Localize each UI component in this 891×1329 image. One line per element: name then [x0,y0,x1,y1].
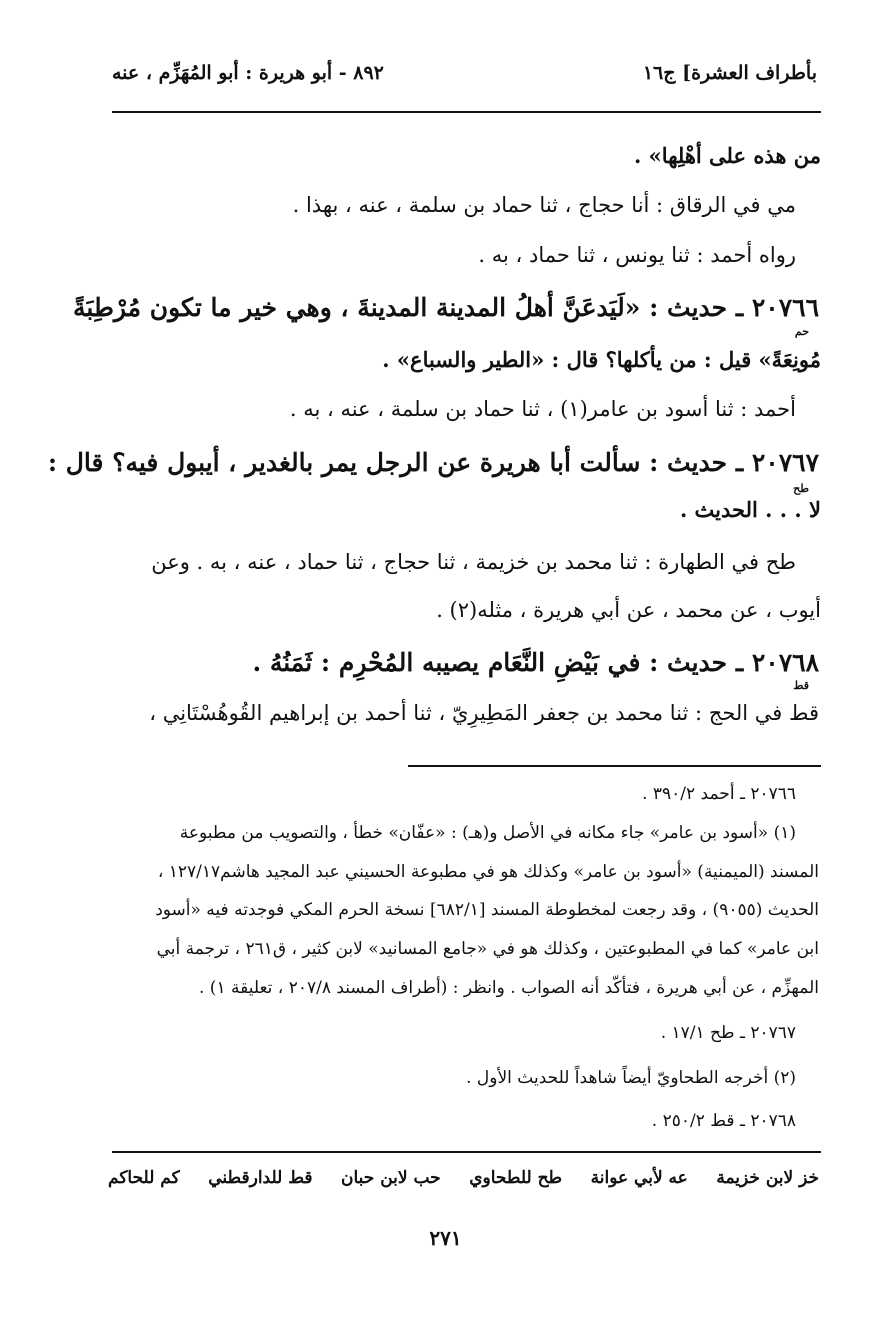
body-line: مُونِعَةً» قيل : من يأكلها؟ قال : «الطير والسباع» . [382,347,821,372]
body-line: مي في الرقاق : أنا حجاج ، ثنا حماد بن سلمة ، عنه ، بهذا . [292,193,796,217]
abbreviation-item: خز لابن خزيمة [716,1168,819,1188]
abbreviation-item: قط للدارقطني [208,1168,313,1188]
running-header-title: بأطراف العشرة] ج١٦ [642,62,817,84]
body-line: لا . . . الحديث . [679,497,821,522]
footnote-line: ٢٠٧٦٨ ـ قط ٢٥٠/٢ . [651,1111,796,1131]
hadith-heading: ٢٠٧٦٨ ـ حديث : في بَيْضِ النَّعَام يصيبه المُحْرِم : ثَمَنُهُ . [252,648,819,677]
footnote-line: (٢) أخرجه الطحاويّ أيضاً شاهداً للحديث الأول . [466,1068,796,1088]
abbreviation-item: كم للحاكم [108,1168,180,1188]
margin-symbol: طح [793,482,809,495]
hadith-heading: ٢٠٧٦٧ ـ حديث : سألت أبا هريرة عن الرجل يمر بالغدير ، أيبول فيه؟ قال : [47,448,819,477]
body-line: من هذه على أهْلِها» . [634,143,821,168]
footnote-rule [408,765,821,767]
abbreviations-rule [112,1151,821,1153]
footnote-line: ابن عامر» كما في المطبوعتين ، وكذلك هو في «جامع المسانيد» لابن كثير ، ق٢٦١ ، ترجمة أبي [156,939,819,959]
footnote-line: (١) «أسود بن عامر» جاء مكانه في الأصل و(هـ) : «عفّان» خطأ ، والتصويب من مطبوعة [179,823,796,843]
abbreviation-item: طح للطحاوي [469,1168,563,1188]
margin-symbol: حم [794,325,809,338]
body-line: طح في الطهارة : ثنا محمد بن خزيمة ، ثنا حجاج ، ثنا حماد ، عنه ، به . وعن [151,550,796,574]
header-rule [112,111,821,113]
running-header-section: ٨٩٢ - أبو هريرة : أبو المُهَزِّم ، عنه [112,62,384,84]
footnote-line: المسند (الميمنية) «أسود بن عامر» وكذلك هو في مطبوعة الحسيني عبد المجيد هاشم١٢٧/١٧ ، [157,862,819,882]
footnote-line: المهزِّم ، عن أبي هريرة ، فتأكّد أنه الصواب . وانظر : (أطراف المسند ٢٠٧/٨ ، تعليقة ١) . [199,978,819,998]
body-line: رواه أحمد : ثنا يونس ، ثنا حماد ، به . [478,243,796,267]
body-line: أيوب ، عن محمد ، عن أبي هريرة ، مثله(٢) . [436,598,821,622]
page-number: ٢٧١ [429,1226,462,1250]
body-line: أحمد : ثنا أسود بن عامر(١) ، ثنا حماد بن سلمة ، عنه ، به . [289,397,796,421]
abbreviation-item: عه لأبي عوانة [590,1168,688,1188]
abbreviations-legend [108,1168,819,1188]
footnote-line: ٢٠٧٦٦ ـ أحمد ٣٩٠/٢ . [642,784,796,804]
hadith-heading: ٢٠٧٦٦ ـ حديث : «لَيَدعَنَّ أهلُ المدينة المدينةَ ، وهي خير ما تكون مُرْطِبَةً [73,293,819,322]
footnote-line: الحديث (٩٠٥٥) ، وقد رجعت لمخطوطة المسند [٦٨٢/١] نسخة الحرم المكي فوجدته فيه «أسود [155,900,819,920]
footnote-line: ٢٠٧٦٧ ـ طح ١٧/١ . [660,1023,796,1043]
body-line: قط في الحج : ثنا محمد بن جعفر المَطِيرِيّ ، ثنا أحمد بن إبراهيم القُوهُسْتَانِي ، [149,701,819,725]
margin-symbol: قط [793,679,809,692]
abbreviation-item: حب لابن حبان [340,1168,441,1188]
